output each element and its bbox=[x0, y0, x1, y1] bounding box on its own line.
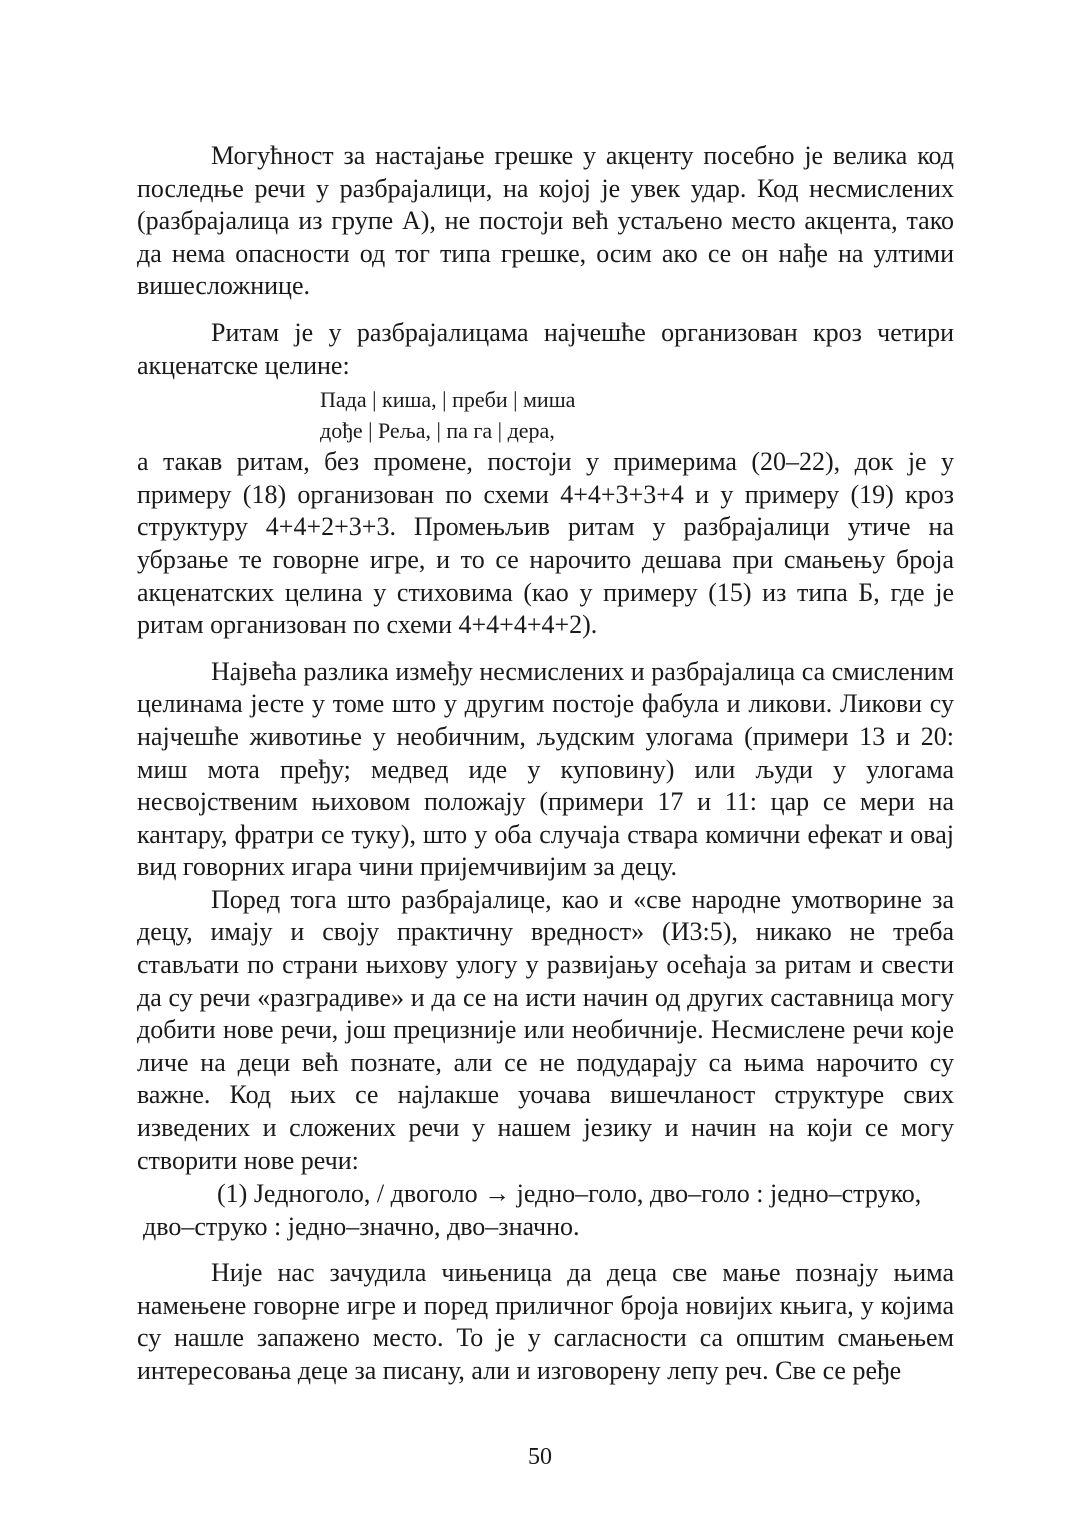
paragraph-differences: Највећа разлика између несмислених и разбрајалица са смисленим целинама јесте у томе што у другим постоје фабула и ликови. Ликови су најчешће животиње у необичним, људским улогама (примери 13 и 20: миш мота пређу; медвед иде у куповину) или људи у улогама несвојственим њиховом положају (примери 17 и 11: цар се мери на кантару, фратри се туку), што у оба случаја ствара комични ефекат и овај вид говорних игара чини пријемчивијим за децу. bbox=[137, 656, 954, 882]
word-formation-example bbox=[137, 1177, 954, 1243]
paragraph-practical-value: Поред тога што разбрајалице, као и «све народне умотворине за децу, имају и своју практичну вредност» (И3:5), никако не треба стављати по страни њихову улогу у развијању осећаја за ритам и свести да су речи «разградиве» и да се на исти начин од других саставница могу добити нове речи, још прецизније или необичније. Несмислене речи које личе на деци већ познате, али се не подударају са њима нарочито су важне. Код њих се најлакше уочава вишечланост структуре свих изведених и сложених речи у нашем језику и начин на који се могу створити нове речи: bbox=[137, 884, 954, 1175]
example-line: дво–струко : једно–значно, дво–значно. bbox=[143, 1212, 580, 1242]
paragraph-rhythm-schemes: а такав ритам, без промене, постоји у примерима (20–22), док је у примеру (18) организован по схеми 4+4+3+3+4 и у примеру (19) кроз структуру 4+4+2+3+3. Промењљив ритам у разбрајалици утиче на убрзање те говорне игре, и то се нарочито дешава при смањењу броја акценатских целина у стиховима (као у примеру (15) из типа Б, где је ритам организован по схеми 4+4+4+4+2). bbox=[137, 447, 954, 640]
page-number: 50 bbox=[528, 1444, 552, 1470]
verse-example bbox=[320, 384, 954, 446]
page-body bbox=[137, 140, 954, 1388]
example-line: (1) Једноголо, / двоголо → једно–голо, дво–голо : једно–струко, bbox=[217, 1179, 922, 1209]
paragraph-rhythm-intro: Ритам је у разбрајалицама најчешће организован кроз четири акценатске целине: bbox=[137, 317, 954, 380]
paragraph-conclusion: Није нас зачудила чињеница да деца све мање познају њима намењене говорне игре и поред приличног броја новијих књига, у којима су нашле запажено место. То је у сагласности са општим смањењем интересовања деце за писану, али и изговорену лепу реч. Све се ређе bbox=[137, 1258, 954, 1385]
verse-line: Пада | киша, | преби | миша bbox=[320, 387, 576, 413]
paragraph-accent-errors: Могућност за настајање грешке у акценту посебно је велика код последње речи у разбрајалици, на којој је увек удар. Код несмислених (разбрајалица из групе А), не постоји већ устаљено место акцента, тако да нема опасности од тог типа грешке, осим ако се он нађе на ултими вишесложнице. bbox=[137, 141, 954, 301]
verse-line: дође | Реља, | па га | дера, bbox=[320, 418, 555, 444]
